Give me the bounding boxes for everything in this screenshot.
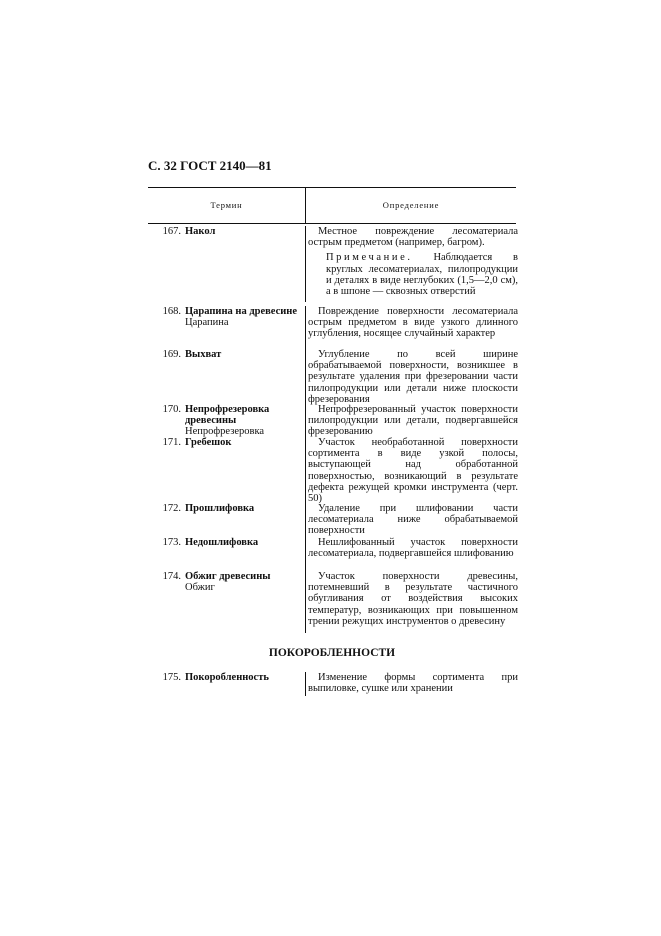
column-header-term: Термин bbox=[210, 200, 243, 210]
term-number: 175. bbox=[162, 672, 181, 683]
term-name: Непрофрезеровка древесины bbox=[185, 404, 270, 427]
term-cell bbox=[148, 349, 300, 360]
term-name: Прошлифовка bbox=[185, 503, 255, 514]
term-synonym: Непрофрезеровка bbox=[185, 426, 265, 438]
term-number: 171. bbox=[162, 437, 181, 448]
section-title: ПОКОРОБЛЕННОСТИ bbox=[268, 647, 396, 659]
definition-note bbox=[308, 252, 518, 297]
definition-cell bbox=[305, 672, 518, 696]
definition-cell bbox=[305, 226, 518, 302]
term-cell bbox=[148, 537, 300, 548]
definition-cell bbox=[305, 503, 518, 537]
term-cell bbox=[148, 306, 300, 328]
term-name: Накол bbox=[185, 226, 216, 237]
term-synonym: Царапина bbox=[185, 317, 229, 329]
term-number: 169. bbox=[162, 349, 181, 360]
term-cell bbox=[148, 226, 300, 237]
definition-text: Непрофрезерованный участок поверхности пилопродукции или детали, подвергавшейся фрезерованию bbox=[308, 404, 518, 438]
term-synonym: Обжиг bbox=[185, 582, 215, 594]
definition-cell bbox=[305, 571, 518, 633]
definition-cell bbox=[305, 404, 518, 438]
term-cell bbox=[148, 503, 300, 514]
term-number: 170. bbox=[162, 404, 181, 415]
term-name: Недошлифовка bbox=[185, 537, 259, 548]
column-header-definition: Определение bbox=[382, 200, 440, 210]
term-number: 168. bbox=[162, 306, 181, 317]
definition-text: Участок необработанной поверхности сортимента в виде узкой полосы, выступающей над обработанной поверхностью, возникающий в результате дефекта режущей кромки инструмента (черт. 50) bbox=[308, 437, 518, 505]
term-number: 173. bbox=[162, 537, 181, 548]
note-text: Наблюдается в круглых лесоматериалах, пилопродукции и деталях в виде неглубоких (1,5—2,0 см), а в шпоне — сквозных отверстий bbox=[326, 252, 519, 298]
definition-text: Участок поверхности древесины, потемневший в результате частичного обугливания от воздействия высоких температур, возникающих при повышенном трении режущих инструментов о древесину bbox=[308, 571, 518, 627]
term-cell bbox=[148, 571, 300, 593]
definition-cell bbox=[305, 437, 518, 505]
definition-cell bbox=[305, 306, 518, 351]
definition-text: Повреждение поверхности лесоматериала острым предметом в виде узкого длинного углубления, носящее случайный характер bbox=[308, 306, 518, 340]
term-number: 172. bbox=[162, 503, 181, 514]
definition-text: Местное повреждение лесоматериала острым предметом (например, багром). bbox=[308, 226, 518, 249]
definition-cell bbox=[305, 349, 518, 405]
term-cell bbox=[148, 672, 300, 683]
definition-text: Нешлифованный участок поверхности лесоматериала, подвергавшейся шлифованию bbox=[308, 537, 518, 560]
term-name: Гребешок bbox=[185, 437, 232, 448]
definition-text: Изменение формы сортимента при выпиловке, сушке или хранении bbox=[308, 672, 518, 695]
page-header: С. 32 ГОСТ 2140—81 bbox=[148, 158, 272, 173]
term-name: Выхват bbox=[185, 349, 222, 360]
term-cell bbox=[148, 404, 300, 438]
term-number: 174. bbox=[162, 571, 181, 582]
table-top-rule bbox=[148, 187, 516, 188]
definition-text: Удаление при шлифовании части лесоматериала ниже обрабатываемой поверхности bbox=[308, 503, 518, 537]
term-name: Покоробленность bbox=[185, 672, 269, 683]
term-cell bbox=[148, 437, 300, 448]
term-name: Царапина на древесине bbox=[185, 306, 298, 317]
definition-text: Углубление по всей ширине обрабатываемой поверхности, возникшее в результате удаления при фрезеровании части пилопродукции или детали ниже плоскости фрезерования bbox=[308, 349, 518, 405]
note-label: Примечание. bbox=[326, 252, 413, 264]
term-number: 167. bbox=[162, 226, 181, 237]
definition-cell bbox=[305, 537, 518, 571]
term-name: Обжиг древесины bbox=[185, 571, 271, 582]
table-header-rule bbox=[148, 223, 516, 224]
